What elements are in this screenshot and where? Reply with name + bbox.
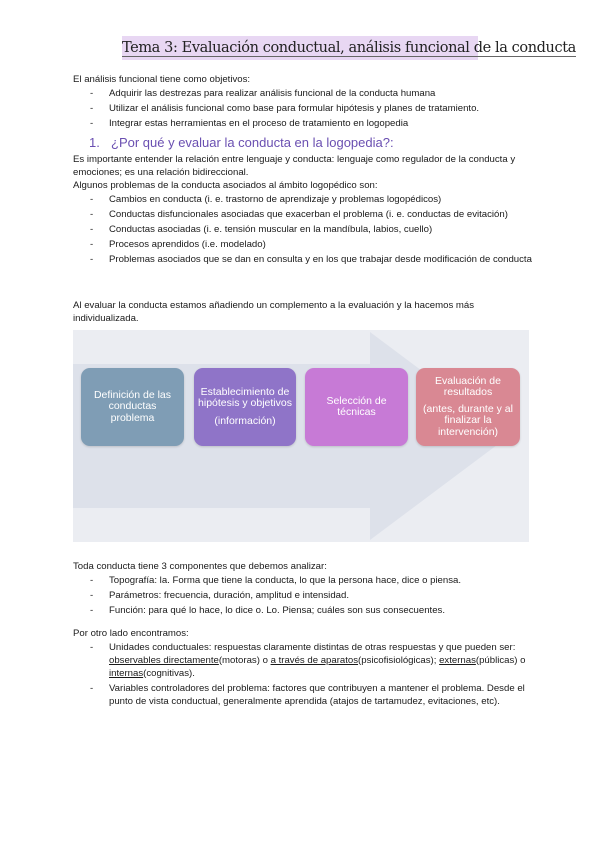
step-box-techniques xyxy=(305,368,408,446)
step-label: Establecimiento de hipótesis y objetivos xyxy=(198,385,292,410)
underlined-term: a través de aparatos xyxy=(270,655,359,666)
component-text: para qué lo hace, lo dice o. Lo. Piensa; cuáles son sus consecuentes. xyxy=(145,605,445,616)
paragraph: Al evaluar la conducta estamos añadiendo un complemento a la evaluación y la hacemos más individualizada. xyxy=(73,300,475,324)
text-run: (motoras) o xyxy=(218,655,271,666)
text-run: (psicofisiológicas); xyxy=(358,655,440,666)
process-diagram xyxy=(73,330,529,542)
underlined-term: internas xyxy=(109,668,144,679)
objectives-list xyxy=(73,87,533,132)
text-run: (cognitivas). xyxy=(143,668,195,679)
other-list xyxy=(73,641,533,710)
component-label: Topografía: xyxy=(109,575,158,586)
paragraph: Es importante entender la relación entre lenguaje y conducta: lenguaje como regulador de la conducta y emociones; es una relación bidireccional. xyxy=(73,154,516,178)
step-label: Definición de las conductas problema xyxy=(93,388,172,424)
list-item: - Procesos aprendidos (i.e. modelado) xyxy=(73,238,533,251)
step-label: Selección de técnicas xyxy=(326,394,387,418)
list-item xyxy=(73,604,533,617)
component-text: frecuencia, duración, amplitud e intensidad. xyxy=(161,590,349,601)
list-item xyxy=(73,641,533,680)
section-number: 1. xyxy=(89,135,100,150)
list-item: - Adquirir las destrezas para realizar análisis funcional de la conducta humana xyxy=(73,87,533,100)
list-item xyxy=(73,589,533,602)
list-item: - Integrar estas herramientas en el proceso de tratamiento en logopedia xyxy=(73,117,533,130)
step-sublabel: (antes, durante y al finalizar la intervención) xyxy=(423,402,513,438)
text-run: Unidades conductuales: respuestas claramente distintas de otras respuestas y que pueden ser: xyxy=(109,642,516,653)
list-item: - Problemas asociados que se dan en consulta y en los que trabajar desde modificación de conducta xyxy=(73,253,533,266)
underlined-term: observables directamente xyxy=(109,655,219,666)
step-box-definition xyxy=(81,368,184,446)
intro-text: El análisis funcional tiene como objetivos: xyxy=(73,74,251,85)
list-item: - Conductas asociadas (i. e. tensión muscular en la mandíbula, labios, cuello) xyxy=(73,223,533,236)
component-text: la. Forma que tiene la conducta, lo que la persona hace, dice o piensa. xyxy=(157,575,462,586)
problems-list xyxy=(73,193,533,268)
section-title: ¿Por qué y evaluar la conducta en la logopedia?: xyxy=(111,135,394,150)
step-box-results xyxy=(416,368,520,446)
components-list xyxy=(73,574,533,619)
text-run: (públicas) o xyxy=(475,655,526,666)
list-item: - Cambios en conducta (i. e. trastorno de aprendizaje y problemas logopédicos) xyxy=(73,193,533,206)
underlined-term: externas xyxy=(439,655,476,666)
page-title xyxy=(122,36,576,60)
list-item: - Conductas disfuncionales asociadas que exacerban el problema (i. e. conductas de evitación) xyxy=(73,208,533,221)
step-box-hypothesis xyxy=(194,368,296,446)
list-item xyxy=(73,574,533,587)
component-label: Parámetros: xyxy=(109,590,162,601)
paragraph: Algunos problemas de la conducta asociados al ámbito logopédico son: xyxy=(73,180,378,191)
paragraph: Por otro lado encontramos: xyxy=(73,628,189,639)
step-sublabel: (información) xyxy=(214,414,276,427)
list-item: - Utilizar el análisis funcional como base para formular hipótesis y planes de tratamiento. xyxy=(73,102,533,115)
list-item: - Variables controladores del problema: factores que contribuyen a mantener el problema. Desde el punto de vista conductual, generalmente aprendida (atajos de tartamudez, evitaciones, etc). xyxy=(73,682,533,708)
step-label: Evaluación de resultados xyxy=(435,374,501,399)
page-title-text: Tema 3: Evaluación conductual, análisis funcional de la conducta xyxy=(122,40,576,56)
paragraph: Toda conducta tiene 3 componentes que debemos analizar: xyxy=(73,561,327,572)
component-label: Función: xyxy=(109,605,146,616)
section-heading xyxy=(89,135,394,150)
